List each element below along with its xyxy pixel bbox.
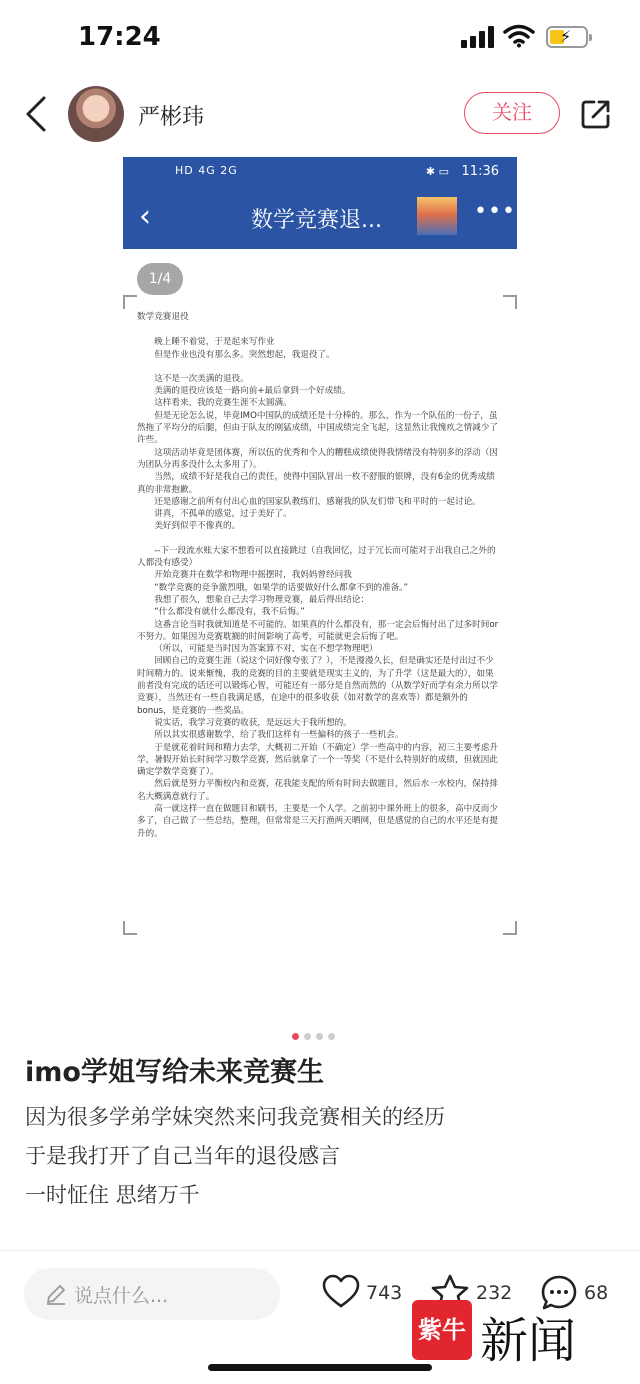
crop-corner bbox=[503, 295, 517, 309]
document-paragraph: （所以，可能是当时因为答案算不对，实在不想学物理吧） bbox=[154, 644, 378, 655]
document-paragraph: 高一就这样一直在做题目和刷书，主要是一个人学。之前初中课外班上的很多，高中反而少多了，自己做了一些总结，整理，但常常是三天打渔两天晒网，但是感觉的自己的水平还是有提升的。 bbox=[137, 803, 498, 839]
avatar[interactable] bbox=[68, 86, 124, 142]
embedded-more-icon: ••• bbox=[474, 199, 516, 224]
like-button[interactable] bbox=[322, 1274, 408, 1314]
document-paragraph: 我想了很久，想象自己去学习物理竞赛，最后得出结论： bbox=[154, 594, 370, 605]
status-bar bbox=[0, 0, 640, 76]
follow-button[interactable]: 关注 bbox=[464, 92, 560, 134]
post-image[interactable] bbox=[123, 157, 517, 947]
post-header bbox=[0, 76, 640, 152]
embedded-nav-bar bbox=[123, 185, 517, 249]
embedded-thumbnail bbox=[417, 197, 457, 235]
carousel-dot[interactable] bbox=[292, 1033, 299, 1040]
document-paragraph: “什么都没有就什么都没有，我不后悔。” bbox=[154, 607, 305, 618]
collect-count: 232 bbox=[476, 1282, 513, 1304]
document-paragraph: --下一段流水账大家不想看可以直接跳过（自我回忆，过于冗长而可能对于出我自己之外的人都没有感受） bbox=[137, 545, 496, 569]
document-paragraph: 美好到似乎不像真的。 bbox=[154, 521, 241, 532]
document-paragraph: 这番言论当时我就知道是不可能的。如果真的什么都没有，那一定会后悔付出了过多时间or不努力。如果因为竞赛耽搁的时间影响了高考，可能就更会后悔了吧。 bbox=[137, 619, 499, 642]
document-paragraph: 但是无论怎么说，毕竟IMO中国队的成绩还是十分棒的。那么，作为一个队伍的一份子，虽然拖了平均分的后腿，但由于队友的刚猛成绩，中国成绩完全飞起，这显然让我愧疚之情减少了许些。 bbox=[137, 410, 498, 446]
watermark-text: 新闻 bbox=[480, 1313, 577, 1369]
document-paragraph: 还是感谢之前所有付出心血的国家队教练们，感谢我的队友们带飞和平时的一起讨论。 bbox=[154, 496, 481, 507]
wifi-icon bbox=[503, 24, 535, 48]
embedded-status-left: HD 4G 2G bbox=[175, 164, 238, 177]
document-text bbox=[137, 311, 501, 840]
document-paragraph: 然后就是努力平衡校内和竞赛，花我能支配的所有时间去做题目，然后水一水校内，保持排名大概满意就行了。 bbox=[137, 779, 498, 802]
status-time: 17:24 bbox=[78, 22, 161, 52]
document-paragraph: 但是作业也没有那么多。突然想起，我退役了。 bbox=[154, 349, 335, 360]
crop-corner bbox=[123, 921, 137, 935]
comment-count: 68 bbox=[584, 1282, 609, 1304]
watermark-logo: 紫牛 bbox=[412, 1300, 472, 1360]
crop-corner bbox=[503, 921, 517, 935]
embedded-back-icon: ‹ bbox=[139, 199, 151, 234]
document-paragraph: 讲真，不孤单的感觉，过于美好了。 bbox=[154, 509, 292, 520]
home-indicator[interactable] bbox=[208, 1364, 432, 1371]
heart-icon bbox=[322, 1274, 360, 1310]
signal-icon bbox=[461, 26, 495, 48]
document-paragraph: 晚上睡不着觉，于是起来写作业 bbox=[154, 337, 275, 348]
document-paragraph: “数学竞赛的竞争激烈哦，如果学的话要做好什么都拿不到的准备。” bbox=[154, 582, 409, 593]
pen-icon bbox=[44, 1282, 68, 1306]
page-indicator: 1/4 bbox=[137, 263, 183, 295]
embedded-title: 数学竞赛退... bbox=[251, 208, 382, 233]
document-paragraph: 开始竞赛并在数学和物理中摇摆时，我妈妈曾经问我 bbox=[154, 570, 352, 581]
comment-input[interactable] bbox=[24, 1268, 280, 1320]
document-paragraph: 所以其实很感谢数学，给了我们这样有一些偏科的孩子一些机会。 bbox=[154, 730, 404, 741]
document-paragraph: 美满的退役应该是一路向前+最后拿到一个好成绩。 bbox=[154, 386, 351, 397]
embedded-status-time: 11:36 bbox=[461, 164, 499, 179]
like-count: 743 bbox=[366, 1282, 403, 1304]
carousel-dot[interactable] bbox=[328, 1033, 335, 1040]
carousel-dot[interactable] bbox=[316, 1033, 323, 1040]
carousel-dots[interactable] bbox=[292, 1025, 340, 1033]
embedded-status-bar bbox=[123, 157, 517, 185]
paragraph-gap bbox=[137, 533, 501, 545]
document-paragraph: 于是就花着时间和精力去学，大概初二开始（不确定）学一些高中的内容，初三主要考虑升学，暑假开始长时间学习数学竞赛，然后就拿了一个一等奖（不是什么特别好的成绩，但就因此确定学数学竞赛了）。 bbox=[137, 742, 498, 778]
paragraph-gap bbox=[137, 361, 501, 373]
post-body bbox=[25, 1098, 615, 1215]
author-name[interactable]: 严彬玮 bbox=[138, 105, 205, 130]
post-title: imo学姐写给未来竞赛生 bbox=[25, 1057, 324, 1088]
document-paragraph: 这样看来，我的竞赛生涯不太圆满。 bbox=[154, 398, 292, 409]
bottom-divider bbox=[0, 1250, 640, 1251]
battery-icon: ⚡ bbox=[546, 26, 588, 48]
carousel-dot[interactable] bbox=[304, 1033, 311, 1040]
post-line: 因为很多学弟学妹突然来问我竞赛相关的经历 bbox=[25, 1105, 445, 1129]
document-paragraph: 说实话，我学习竞赛的收获，是远远大于我所想的。 bbox=[154, 717, 352, 728]
back-button[interactable] bbox=[22, 94, 52, 134]
document-paragraph: 这不是一次美满的退役。 bbox=[154, 373, 249, 384]
document-paragraph: 当然，成绩不好是我自己的责任，使得中国队冒出一枚不舒服的银牌，没有6金的优秀成绩真的非常抱歉。 bbox=[137, 472, 495, 495]
post-line: 一时怔住 思绪万千 bbox=[25, 1183, 200, 1207]
document-paragraphs bbox=[137, 336, 501, 840]
document-paragraph: 这项活动毕竟是团体赛，所以伍的优秀和个人的糟糕成绩使得我情绪没有特别多的浮动（因为团队分再多没什么太多用了）。 bbox=[137, 447, 498, 470]
document-paragraph: 回顾自己的竞赛生涯（说这个词好像夸张了？），不是漫漫久长，但是确实还是付出过不少时间精力的。说来惭愧，我的竞赛的目的主要就是现实主义的，为了升学（这是最大的），如果前者没有完成的话还可以锻炼心智，可能还有一部分是自然而然的（从数学好而学有余力所以学竞赛），当然还有一些自我满足感，在途中的很多收获（如对数学的喜欢等）都是额外的bonus，是竞赛的一些奖品。 bbox=[137, 656, 498, 716]
comment-placeholder: 说点什么... bbox=[74, 1285, 169, 1307]
document-title: 数学竞赛退役 bbox=[137, 312, 189, 322]
share-icon[interactable] bbox=[580, 98, 612, 130]
crop-corner bbox=[123, 295, 137, 309]
post-line: 于是我打开了自己当年的退役感言 bbox=[25, 1144, 340, 1168]
embedded-status-icons: ✱ ▭ bbox=[425, 165, 449, 178]
